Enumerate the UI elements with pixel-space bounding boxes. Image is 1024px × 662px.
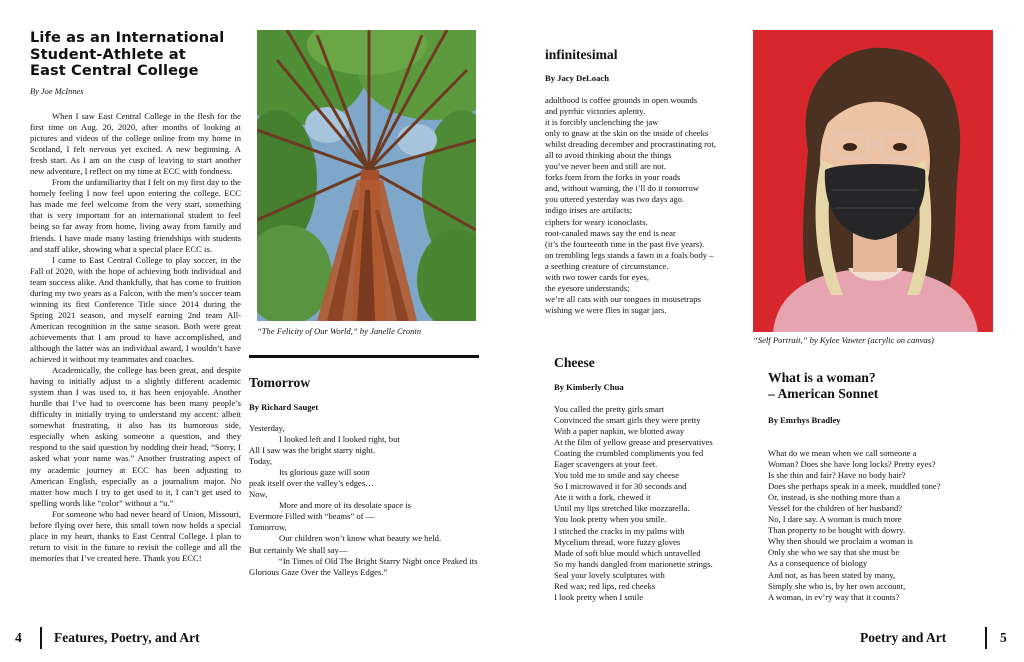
poem-line: (it’s the fourteenth time in the past five years). [545,238,705,249]
poem-line: Its glorious gaze will soon [279,467,370,478]
poem-line: Or, instead, is she nothing more than a [768,492,901,503]
poem-line: Evermore Filled with “beams” of — [249,511,375,522]
poem-line: Seal your lovely sculptures with [554,569,665,580]
poem-line: indigo irises are artifacts; [545,205,633,216]
poem-line: all to avoid thinking about the things [545,150,672,161]
poem-line: Tomorrow, [249,522,287,533]
poem-line: ciphers for weary iconoclasts. [545,216,648,227]
article-paragraph: I came to East Central College to play soccer, in the Fall of 2020, with the hope of achieving both individual and team success alike. And thankfully, that has come to fruition during my two years as a Falcon, with the men’s soccer team winning its first Conference Title since 2014 during the Spring 2021 season, and myself earning 2nd team All-American recognition in the same season. Both were great achievements that I am proud to have accomplished, and although the latter was an individual award, I wouldn’t have achieved it without my teammates and coaches. [30,254,241,365]
poem-line: Is she thin and fair? Have no body hair? [768,470,906,481]
article-paragraph: Academically, the college has been great, and despite having to initially adjust to a slightly different academic system than I was used to, it has been enjoyable. Another hurdle that I’ve had to overcome has been many people’s difficulty in initially trying to understand my accent: albeit somewhat frustrating, it also has its humorous side, especially when asking someone a question, and they respond to the said question by nodding their head, “Sorry, I asked what your name was.” Another frustrating aspect of my academic journey at ECC has been adjusting to American English, especially as a journalism major. No matter how much I try to get used to it, I can’t get used to spelling words like “color” without a “u.” [30,365,241,508]
poem-line: No, I dare say. A woman is much more [768,514,902,525]
poem-line: With a paper napkin, we blotted away [554,426,685,437]
self-portrait-painting [753,30,993,332]
poem-line: adulthood is coffee grounds in open wounds [545,95,698,105]
poem-body-infinitesimal [545,95,745,316]
page-number-right: 5 [1000,630,1007,645]
page-number-left: 4 [15,630,22,645]
poem-line: Simply she who is, by her own account, [768,580,906,591]
poem-line: So I microwaved it for 30 seconds and [554,481,687,492]
poem-line: Vessel for the children of her husband? [768,503,903,514]
poem-line: Until my lips stretched like mozzarella. [554,503,690,514]
poem-line: you’ve never been and still are not. [545,161,666,172]
poem-line: “In Times of Old The Bright Starry Night once Peaked its [279,555,478,566]
footer-divider-right [985,627,987,649]
poem-line: it is forcibly unclenching the jaw [545,117,659,128]
article-title-line: East Central College [30,62,199,80]
poem-body-woman [768,448,998,603]
poem-line: You told me to smile and say cheese [554,470,679,481]
poem-line: Mycelium thread, wore fuzzy gloves [554,536,681,547]
poem-byline-cheese: By Kimberly Chua [554,382,624,392]
article-title-line: Student-Athlete at [30,45,186,63]
tree-illustration [257,30,476,321]
portrait-illustration [753,30,993,332]
poem-byline-infinitesimal: By Jacy DeLoach [545,73,609,83]
poem-line: on trembling legs stands a fawn in a foals body – [545,249,714,260]
poem-line: Eager scavengers at your feet. [554,459,658,470]
poem-line: Why then should we proclaim a woman is [768,536,913,547]
article-title-line: Life as an International [30,29,225,46]
poem-byline-woman: By Emrhys Bradley [768,415,841,425]
poem-line: a seething creature of circumstance. [545,260,669,271]
poem-line: Than property to be bought with dowry. [768,525,906,536]
poem-line: Made of soft blue mould which unravelled [554,547,701,558]
section-label-right: Poetry and Art [860,630,947,645]
poem-line: And not, as has been stated by many, [768,569,896,580]
poem-title-infinitesimal: infinitesimal [545,47,618,62]
article-paragraph: For someone who had never heard of Union, Missouri, before flying over here, this small town now holds a special place in my heart, thanks to East Central College. I plan to return to visit in the future to revisit the college and all the memories that I’ve created here. Thank you ECC! [30,508,241,563]
poem-line: So my hands dangled from marionette strings. [554,558,713,569]
poem-line: Yesterday, [249,423,285,433]
poem-line: with two tower cards for eyes, [545,271,650,282]
poem-title-cheese: Cheese [554,355,595,370]
poem-line: Only she who we say that she must be [768,547,900,558]
poem-line: and, without warning, the i’ll do it tomorrow [545,183,699,194]
poem-line: A woman, in ev’ry way that it counts? [768,591,900,602]
poem-line: Red wax; red lips, red cheeks [554,580,656,591]
poem-line: Our children won’t know what beauty we held. [279,533,442,544]
section-divider [249,355,479,358]
poem-body-tomorrow [249,423,489,578]
poem-line: Does she perhaps speak in a meek, muddled tone? [768,481,941,492]
poem-line: At the film of yellow grease and preservatives [554,437,713,448]
poem-line: you uttered yesterday was two days ago. [545,194,685,205]
poem-line: Today, [249,456,272,467]
poem-line: the eyesore understands; [545,282,630,293]
section-label-left: Features, Poetry, and Art [54,630,200,645]
poem-line: only to gnaw at the skin on the inside of cheeks [545,128,709,139]
poem-line: and pyrrhic victories aplenty. [545,106,646,117]
poem-line: Coating the crumbled compliments you fed [554,448,704,459]
poem-line: But certainly We shall say— [249,544,348,555]
poem-line: Ate it with a fork, chewed it [554,492,651,503]
poem-line: You look pretty when you smile. [554,514,667,525]
poem-title-tomorrow: Tomorrow [249,375,311,390]
poem-line: All I saw was the bright starry night. [249,445,376,456]
poem-line: What do we mean when we call someone a [768,448,917,458]
poem-line: whilst dreading december and procrastinating rot, [545,139,716,150]
footer-divider-left [40,627,42,649]
poem-line: root-canaled maws say the end is near [545,227,676,238]
poem-line: I look pretty when I smile [554,591,644,602]
poem-line: You called the pretty girls smart [554,404,665,414]
tree-photo [257,30,476,321]
poem-title-line: – American Sonnet [768,386,879,401]
article-title [30,30,250,80]
poem-body-cheese [554,404,744,603]
poem-line: As a consequence of biology [768,558,868,569]
article-paragraph: From the unfamiliarity that I felt on my first day to the homely feeling I now feel upon entering the college. ECC has made me feel welcome from the very start, something that is very important for an international student to feel being so far away from home, living away from family and friends. I have made many lasting friendships with students and staff alike, showing what a special place ECC is. [30,177,241,254]
poem-byline-tomorrow: By Richard Sauget [249,402,319,412]
poem-title-woman [768,370,878,402]
poem-line: we’re all cats with our tongues in mousetraps [545,293,701,304]
poem-title-line: What is a woman? [768,370,876,385]
poem-line: I stitched the cracks in my palms with [554,525,685,536]
poem-line: peak itself over the valley’s edges… [249,478,374,489]
article-byline: By Joe McInnes [30,87,84,96]
article-paragraph: When I saw East Central College in the flesh for the first time on Aug. 20, 2020, after months of looking at pictures and videos of the college online from my home in Scotland, I felt nervous yet excited. A new beginning. A fresh start. As I am on the cusp of leaving to start another new adventure, I reflect on my time at ECC with fondness. [30,111,241,177]
poem-line: Now, [249,489,268,500]
poem-line: Woman? Does she have long locks? Pretty eyes? [768,459,936,470]
poem-line: wishing we were flies in sugar jars. [545,304,667,315]
poem-line: I looked left and I looked right, but [279,434,400,445]
poem-line: More and more of its desolate space is [279,500,411,511]
article-body [30,111,241,564]
tree-photo-caption: “The Felicity of Our World,” by Janelle Cronin [257,326,422,336]
poem-line: Convinced the smart girls they were pretty [554,415,701,426]
portrait-caption: “Self Portrait,” by Kylee Vawter (acrylic on canvas) [753,335,934,345]
poem-line: Glorious Gaze Over the Valleys Edges.” [249,566,388,577]
poem-line: forks form from the forks in your roads [545,172,681,183]
